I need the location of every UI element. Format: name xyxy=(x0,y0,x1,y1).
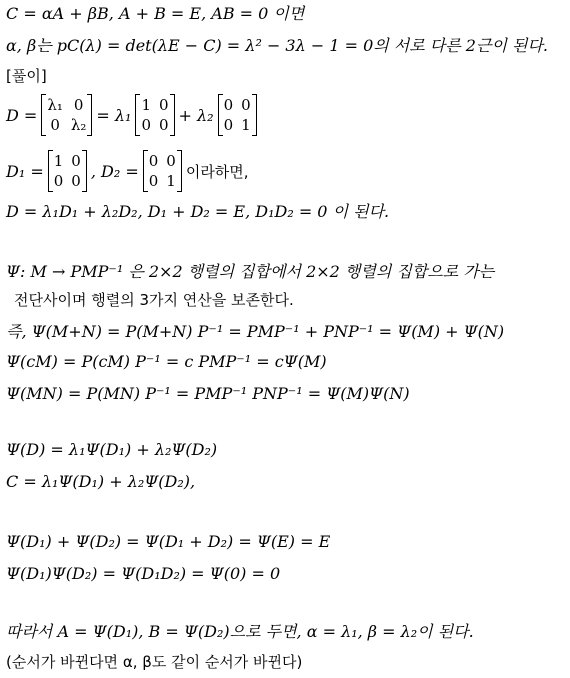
line-psi-sum: Ψ(D₁) + Ψ(D₂) = Ψ(D₁ + D₂) = Ψ(E) = E xyxy=(6,532,331,551)
matrix-cell: 0 xyxy=(53,172,64,190)
d-lhs: D = xyxy=(6,105,38,125)
matrix-cell: 0 xyxy=(148,152,159,170)
matrix-e11 xyxy=(135,94,174,136)
matrix-cell: 0 xyxy=(148,172,159,190)
matrix-cell: 0 xyxy=(71,172,81,190)
matrix-cell: 1 xyxy=(141,96,151,114)
solution-heading: [풀이] xyxy=(6,67,47,85)
line-psi-multiplicative: Ψ(MN) = P(MN) P⁻¹ = PMP⁻¹ PNP⁻¹ = Ψ(M)Ψ(N) xyxy=(6,384,410,403)
d2-lhs: , D₂ = xyxy=(90,161,139,181)
d12-tail: 이라하면, xyxy=(185,162,249,181)
matrix-cell: 0 xyxy=(158,96,169,114)
matrix-cell: λ₂ xyxy=(70,116,87,134)
line-psi-definition: Ψ: M → PMP⁻¹ 은 2×2 행렬의 집합에서 2×2 행렬의 집합으로 가는 xyxy=(6,262,495,281)
line-psi-product: Ψ(D₁)Ψ(D₂) = Ψ(D₁D₂) = Ψ(0) = 0 xyxy=(6,564,281,583)
matrix-cell: 0 xyxy=(50,116,60,134)
matrix-e22 xyxy=(218,94,257,136)
line-psi-d: Ψ(D) = λ₁Ψ(D₁) + λ₂Ψ(D₂) xyxy=(6,440,218,459)
d-plus-lambda2: + λ₂ xyxy=(178,105,214,125)
matrix-cell: 0 xyxy=(141,116,151,134)
line-characteristic-polynomial: α, β는 pC(λ) = det(λE − C) = λ² − 3λ − 1 = 0의 서로 다른 2근이 된다. xyxy=(6,36,548,55)
matrix-cell: 0 xyxy=(241,96,251,114)
d-eq-lambda1: = λ₁ xyxy=(96,105,132,125)
d1-lhs: D₁ = xyxy=(6,161,44,181)
matrix-cell: 0 xyxy=(223,116,234,134)
line-c-definition: C = αA + βB, A + B = E, AB = 0 이면 xyxy=(6,4,305,23)
matrix-cell: 0 xyxy=(223,96,234,114)
line-note: (순서가 바뀐다면 α, β도 같이 순서가 바뀐다) xyxy=(6,653,303,671)
line-psi-additive: 즉, Ψ(M+N) = P(M+N) P⁻¹ = PMP⁻¹ + PNP⁻¹ = Ψ(M) + Ψ(N) xyxy=(6,322,505,341)
d-decomposition-row xyxy=(6,94,261,136)
matrix-cell: 1 xyxy=(53,152,64,170)
line-c-psi: C = λ₁Ψ(D₁) + λ₂Ψ(D₂), xyxy=(6,472,196,491)
matrix-cell: λ₁ xyxy=(47,96,63,114)
matrix-d2 xyxy=(143,150,182,192)
line-conclusion: 따라서 A = Ψ(D₁), B = Ψ(D₂)으로 두면, α = λ₁, β = λ₂이 된다. xyxy=(6,622,474,641)
matrix-cell: 0 xyxy=(71,152,81,170)
d1-d2-definition-row xyxy=(6,150,249,192)
matrix-cell: 0 xyxy=(158,116,169,134)
matrix-cell: 0 xyxy=(73,96,84,114)
matrix-d xyxy=(41,94,92,136)
matrix-cell: 0 xyxy=(166,152,176,170)
matrix-cell: 1 xyxy=(166,172,176,190)
line-psi-scalar: Ψ(cM) = P(cM) P⁻¹ = c PMP⁻¹ = cΨ(M) xyxy=(6,352,327,371)
matrix-d1 xyxy=(48,150,87,192)
line-psi-bijection: 전단사이며 행렬의 3가지 연산을 보존한다. xyxy=(14,291,294,309)
matrix-cell: 1 xyxy=(241,116,251,134)
line-d-sum: D = λ₁D₁ + λ₂D₂, D₁ + D₂ = E, D₁D₂ = 0 이 된다. xyxy=(6,202,390,221)
